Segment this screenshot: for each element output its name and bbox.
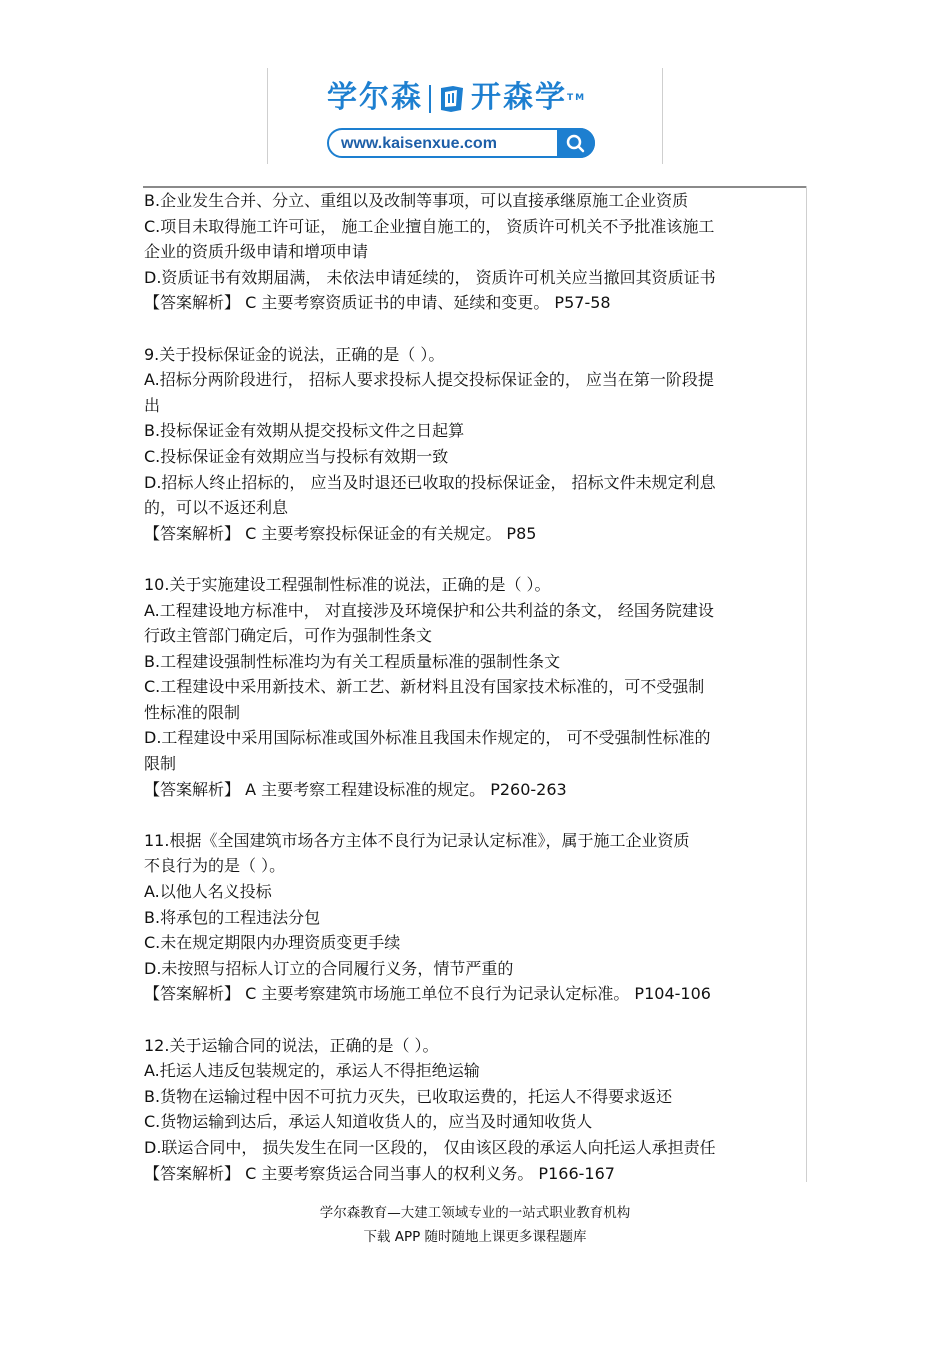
- question-text-line: B.投标保证金有效期从提交投标文件之日起算: [144, 421, 465, 441]
- logo-trademark: TM: [567, 93, 587, 103]
- question-text-line: 性标准的限制: [144, 702, 241, 722]
- question-text-line: C.投标保证金有效期应当与投标有效期一致: [144, 446, 449, 466]
- question-text-line: A.以他人名义投标: [144, 882, 272, 902]
- question-text-line: B.工程建设强制性标准均为有关工程质量标准的强制性条文: [144, 651, 561, 671]
- question-text-line: C.项目未取得施工许可证， 施工企业擅自施工的， 资质许可机关不予批准该施工: [144, 216, 715, 236]
- question-text-line: A.托运人违反包装规定的，承运人不得拒绝运输: [144, 1061, 480, 1081]
- question-text-line: 的，可以不返还利息: [144, 498, 289, 518]
- logo-search-badge: [557, 128, 595, 158]
- answer-analysis-line: 【答案解析】 C 主要考察投标保证金的有关规定。 P85: [144, 523, 537, 543]
- question-text-line: 10.关于实施建设工程强制性标准的说法，正确的是（ ）。: [144, 574, 551, 594]
- blank-line: [144, 1007, 804, 1033]
- question-text-line: 企业的资质升级申请和增项申请: [144, 242, 369, 262]
- logo-separator: [429, 85, 431, 113]
- blank-line: [144, 802, 804, 828]
- question-text-line: C.工程建设中采用新技术、新工艺、新材料且没有国家技术标准的，可不受强制: [144, 677, 705, 697]
- question-text-line: 不良行为的是（ ）。: [144, 856, 286, 876]
- question-text-line: 9.关于投标保证金的说法，正确的是（ ）。: [144, 344, 445, 364]
- question-text-line: 12.关于运输合同的说法，正确的是（ ）。: [144, 1035, 439, 1055]
- question-text-line: B.货物在运输过程中因不可抗力灭失，已收取运费的，托运人不得要求返还: [144, 1086, 673, 1106]
- header-divider-left: [267, 68, 268, 164]
- question-text-line: B.企业发生合并、分立、重组以及改制等事项，可以直接承继原施工企业资质: [144, 191, 689, 210]
- question-text-line: D.招标人终止招标的， 应当及时退还已收取的投标保证金， 招标文件未规定利息: [144, 472, 716, 492]
- question-text-line: B.将承包的工程违法分包: [144, 907, 321, 927]
- logo-text-xueersen: 学尔森: [327, 80, 423, 115]
- question-text-line: D.联运合同中， 损失发生在同一区段的， 仅由该区段的承运人向托运人承担责任: [144, 1137, 716, 1157]
- question-text-line: A.工程建设地方标准中， 对直接涉及环境保护和公共利益的条文， 经国务院建设: [144, 600, 714, 620]
- logo-url-text: www.kaisenxue.com: [341, 135, 497, 152]
- logo-wordmark: [327, 78, 586, 118]
- question-text-line: D.资质证书有效期届满， 未依法申请延续的， 资质许可机关应当撤回其资质证书: [144, 267, 716, 287]
- footer-download-note: 下载 APP 随时随地上课更多课程题库: [363, 1229, 587, 1245]
- question-text-line: 限制: [144, 754, 177, 774]
- search-icon: [557, 128, 595, 158]
- question-text-line: C.未在规定期限内办理资质变更手续: [144, 933, 401, 953]
- blank-line: [144, 316, 804, 342]
- blank-line: [144, 546, 804, 572]
- logo-text-kaisenxue: 开森学: [471, 80, 567, 115]
- question-content: [144, 188, 804, 1186]
- brand-logo: [327, 74, 607, 164]
- header-divider-right: [662, 68, 663, 164]
- answer-analysis-line: 【答案解析】 C 主要考察建筑市场施工单位不良行为记录认定标准。 P104-106: [144, 984, 711, 1004]
- question-text-line: C.货物运输到达后，承运人知道收货人的，应当及时通知收货人: [144, 1112, 593, 1132]
- content-right-border: [806, 186, 807, 1182]
- answer-analysis-line: 【答案解析】 C 主要考察资质证书的申请、延续和变更。 P57-58: [144, 293, 611, 313]
- page-header: [267, 68, 663, 164]
- question-text-line: D.工程建设中采用国际标准或国外标准且我国未作规定的， 可不受强制性标准的: [144, 728, 711, 748]
- answer-analysis-line: 【答案解析】 A 主要考察工程建设标准的规定。 P260-263: [144, 779, 567, 799]
- question-text-line: A.招标分两阶段进行， 招标人要求投标人提交投标保证金的， 应当在第一阶段提: [144, 370, 714, 390]
- footer-slogan: 学尔森教育—大建工领域专业的一站式职业教育机构: [319, 1205, 631, 1221]
- logo-url-bar: [327, 128, 595, 158]
- question-text-line: 行政主管部门确定后，可作为强制性条文: [144, 626, 433, 646]
- answer-analysis-line: 【答案解析】 C 主要考察货运合同当事人的权利义务。 P166-167: [144, 1163, 615, 1183]
- question-text-line: D.未按照与招标人订立的合同履行义务，情节严重的: [144, 958, 514, 978]
- question-text-line: 11.根据《全国建筑市场各方主体不良行为记录认定标准》，属于施工企业资质: [144, 830, 690, 850]
- book-icon: [437, 84, 467, 114]
- question-text-line: 出: [144, 395, 161, 415]
